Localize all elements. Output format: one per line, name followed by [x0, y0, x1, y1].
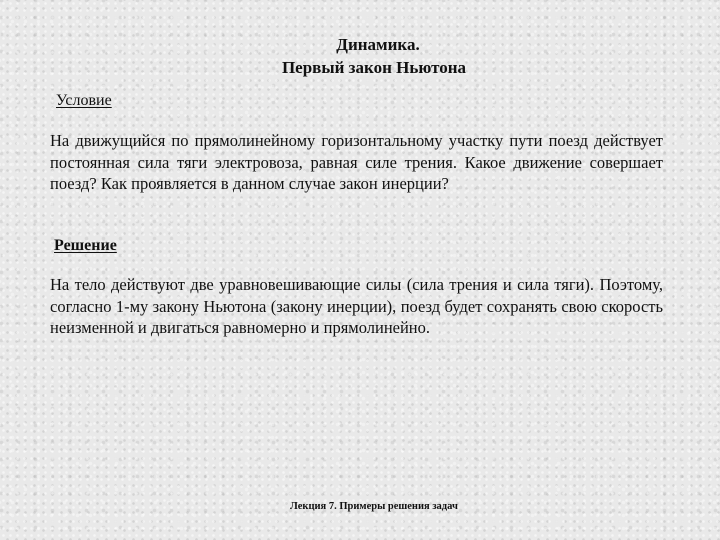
slide-title: Динамика. — [336, 35, 420, 54]
condition-text: На движущийся по прямолинейному горизонтальному участку пути поезд действует постоянная сила тяги электровоза, равная силе трения. Какое движение совершает поезд? Как проявляется в данном случае закон инерции? — [50, 131, 663, 193]
footer-caption: Лекция 7. Примеры решения задач — [290, 501, 458, 512]
slide-subtitle: Первый закон Ньютона — [281, 58, 467, 77]
solution-label: Решение — [54, 237, 117, 254]
condition-label: Условие — [56, 92, 112, 109]
solution-text: На тело действуют две уравновешивающие силы (сила трения и сила тяги). Поэтому, согласно 1-му закону Ньютона (закону инерции), поезд будет сохранять свою скорость неизменной и двигаться равномерно и прямолинейно. — [50, 275, 663, 337]
